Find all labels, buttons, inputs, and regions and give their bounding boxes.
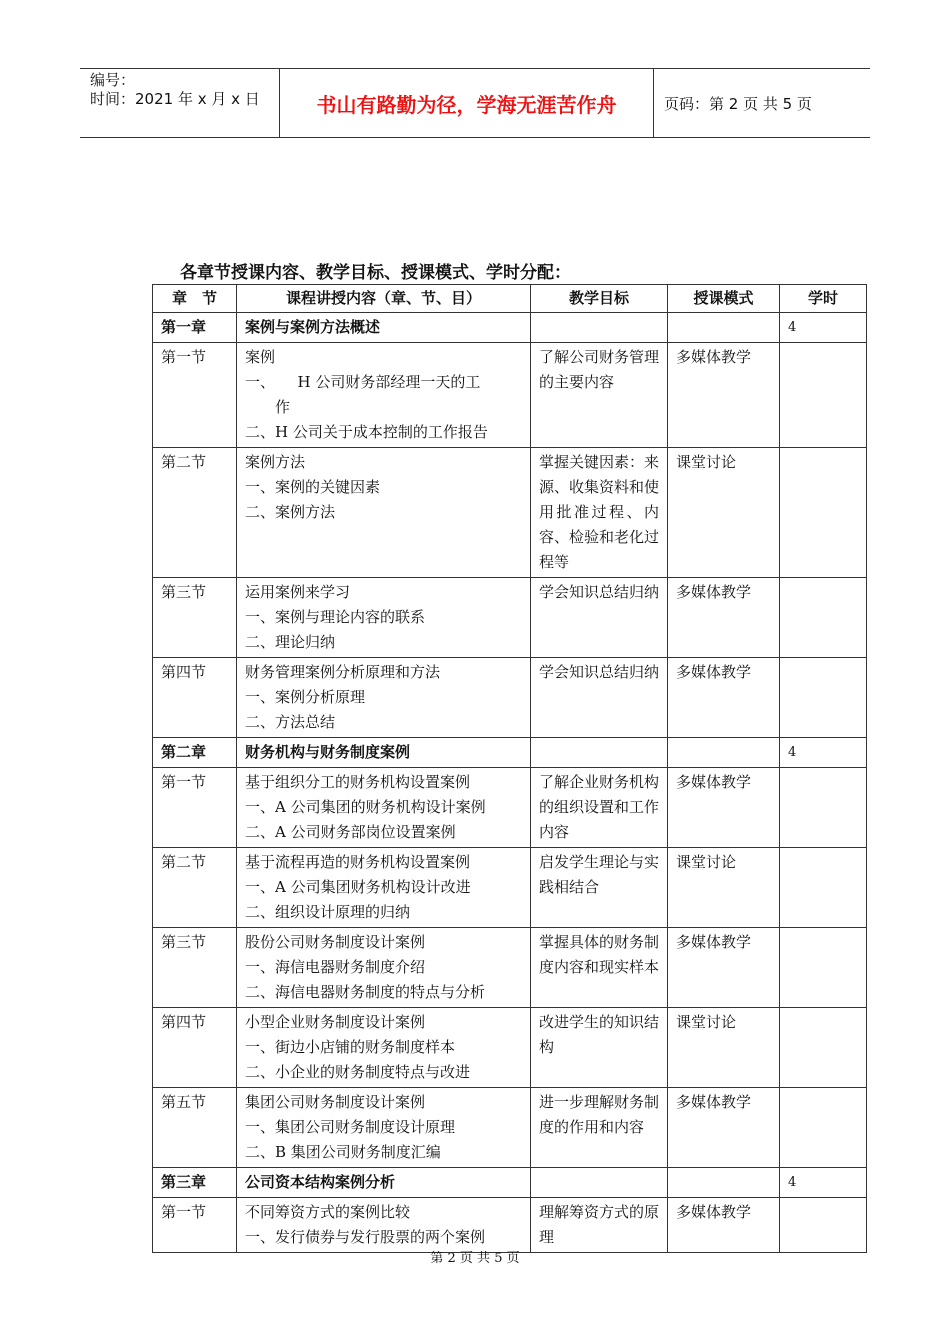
content-line: 基于组织分工的财务机构设置案例 [245,773,471,791]
row-goal: 了解企业财务机构的组织设置和工作内容 [531,768,668,848]
row-goal: 掌握具体的财务制度内容和现实样本 [531,928,668,1008]
row-content [237,768,531,848]
table-row [153,448,867,578]
content-line: 一、A 公司集团的财务机构设计案例 [245,798,486,816]
content-line: 小型企业财务制度设计案例 [245,1013,426,1031]
row-section-label: 第三节 [153,578,237,658]
row-content [237,1008,531,1088]
content-line: 二、H 公司关于成本控制的工作报告 [245,423,488,441]
content-line: 一、案例分析原理 [245,688,366,706]
content-line: 二、小企业的财务制度特点与改进 [245,1063,471,1081]
document-date: 时间：2021 年 x 月 x 日 [90,90,260,108]
row-hours [780,343,867,448]
row-mode: 多媒体教学 [668,768,780,848]
row-hours [780,578,867,658]
content-line: 不同筹资方式的案例比较 [245,1203,411,1221]
table-row [153,928,867,1008]
row-hours [780,1008,867,1088]
header-meta [80,69,280,137]
header-mode: 授课模式 [668,285,780,313]
chapter-row [153,313,867,343]
content-line: 公司资本结构案例分析 [245,1173,396,1191]
header-motto: 书山有路勤为径，学海无涯苦作舟 [280,69,654,137]
row-section-label: 第一章 [153,313,237,343]
content-line: 股份公司财务制度设计案例 [245,933,426,951]
schedule-table [152,284,867,1253]
content-line: 一、海信电器财务制度介绍 [245,958,426,976]
header-goal: 教学目标 [531,285,668,313]
table-row [153,1088,867,1168]
row-mode [668,313,780,343]
row-section-label: 第四节 [153,1008,237,1088]
page-footer: 第 2 页 共 5 页 [430,1251,520,1266]
row-section-label: 第二章 [153,738,237,768]
row-content [237,343,531,448]
row-goal: 理解筹资方式的原理 [531,1198,668,1253]
row-content [237,578,531,658]
table-row [153,343,867,448]
content-line: 二、理论归纳 [245,633,336,651]
table-row [153,1008,867,1088]
row-goal [531,313,668,343]
row-hours: 4 [780,313,867,343]
row-hours: 4 [780,1168,867,1198]
content-line: 基于流程再造的财务机构设置案例 [245,853,471,871]
content-line: 一、 H 公司财务部经理一天的工 [245,373,481,391]
chapter-row [153,738,867,768]
content-line: 一、案例与理论内容的联系 [245,608,426,626]
row-mode: 课堂讨论 [668,1008,780,1088]
row-mode [668,1168,780,1198]
row-mode: 多媒体教学 [668,578,780,658]
row-mode: 课堂讨论 [668,448,780,578]
row-content [237,448,531,578]
content-line: 二、B 集团公司财务制度汇编 [245,1143,441,1161]
chapter-row [153,1168,867,1198]
content-line: 一、集团公司财务制度设计原理 [245,1118,456,1136]
row-hours [780,768,867,848]
row-goal: 了解公司财务管理的主要内容 [531,343,668,448]
content-line: 案例与案例方法概述 [245,318,381,336]
row-goal: 学会知识总结归纳 [531,578,668,658]
row-content [237,1198,531,1253]
row-hours: 4 [780,738,867,768]
row-goal [531,738,668,768]
row-section-label: 第五节 [153,1088,237,1168]
table-row [153,1198,867,1253]
content-line: 一、发行债券与发行股票的两个案例 [245,1228,486,1246]
section-title: 各章节授课内容、教学目标、授课模式、学时分配： [180,263,571,283]
header-chapter-section: 章 节 [153,285,237,313]
row-mode: 多媒体教学 [668,658,780,738]
table-header-row [153,285,867,313]
table-body [153,313,867,1253]
content-line: 二、海信电器财务制度的特点与分析 [245,983,486,1001]
table-row [153,578,867,658]
row-content [237,1088,531,1168]
content-line: 案例方法 [245,453,306,471]
row-content [237,1168,531,1198]
row-section-label: 第二节 [153,848,237,928]
row-goal: 进一步理解财务制度的作用和内容 [531,1088,668,1168]
table-row [153,848,867,928]
content-line: 二、A 公司财务部岗位设置案例 [245,823,456,841]
content-line: 运用案例来学习 [245,583,351,601]
row-section-label: 第一节 [153,1198,237,1253]
row-hours [780,928,867,1008]
row-goal: 学会知识总结归纳 [531,658,668,738]
row-content [237,738,531,768]
row-mode: 多媒体教学 [668,928,780,1008]
row-mode: 多媒体教学 [668,1198,780,1253]
row-goal: 启发学生理论与实践相结合 [531,848,668,928]
row-section-label: 第一节 [153,768,237,848]
header-page-info: 页码：第 2 页 共 5 页 [664,94,812,113]
row-hours [780,848,867,928]
content-line: 一、案例的关键因素 [245,478,381,496]
content-line: 作 [245,398,291,416]
row-hours [780,658,867,738]
row-hours [780,1088,867,1168]
header-content: 课程讲授内容（章、节、目） [237,285,531,313]
content-line: 一、A 公司集团财务机构设计改进 [245,878,471,896]
table-row [153,658,867,738]
row-goal: 掌握关键因素：来源、收集资料和使用批准过程、内容、检验和老化过程等 [531,448,668,578]
document-number-label: 编号： [90,71,136,89]
row-hours [780,1198,867,1253]
row-mode [668,738,780,768]
row-section-label: 第三章 [153,1168,237,1198]
row-hours [780,448,867,578]
content-line: 集团公司财务制度设计案例 [245,1093,426,1111]
header-hours: 学时 [780,285,867,313]
row-mode: 多媒体教学 [668,343,780,448]
content-line: 财务机构与财务制度案例 [245,743,411,761]
content-line: 二、组织设计原理的归纳 [245,903,411,921]
content-line: 二、方法总结 [245,713,336,731]
content-line: 财务管理案例分析原理和方法 [245,663,441,681]
row-content [237,928,531,1008]
row-mode: 多媒体教学 [668,1088,780,1168]
content-line: 案例 [245,348,276,366]
row-content [237,313,531,343]
row-section-label: 第一节 [153,343,237,448]
content-line: 一、街边小店铺的财务制度样本 [245,1038,456,1056]
row-section-label: 第二节 [153,448,237,578]
table-row [153,768,867,848]
row-content [237,848,531,928]
page-header [80,68,870,138]
row-section-label: 第三节 [153,928,237,1008]
row-section-label: 第四节 [153,658,237,738]
row-goal [531,1168,668,1198]
row-mode: 课堂讨论 [668,848,780,928]
row-goal: 改进学生的知识结构 [531,1008,668,1088]
content-line: 二、案例方法 [245,503,336,521]
row-content [237,658,531,738]
